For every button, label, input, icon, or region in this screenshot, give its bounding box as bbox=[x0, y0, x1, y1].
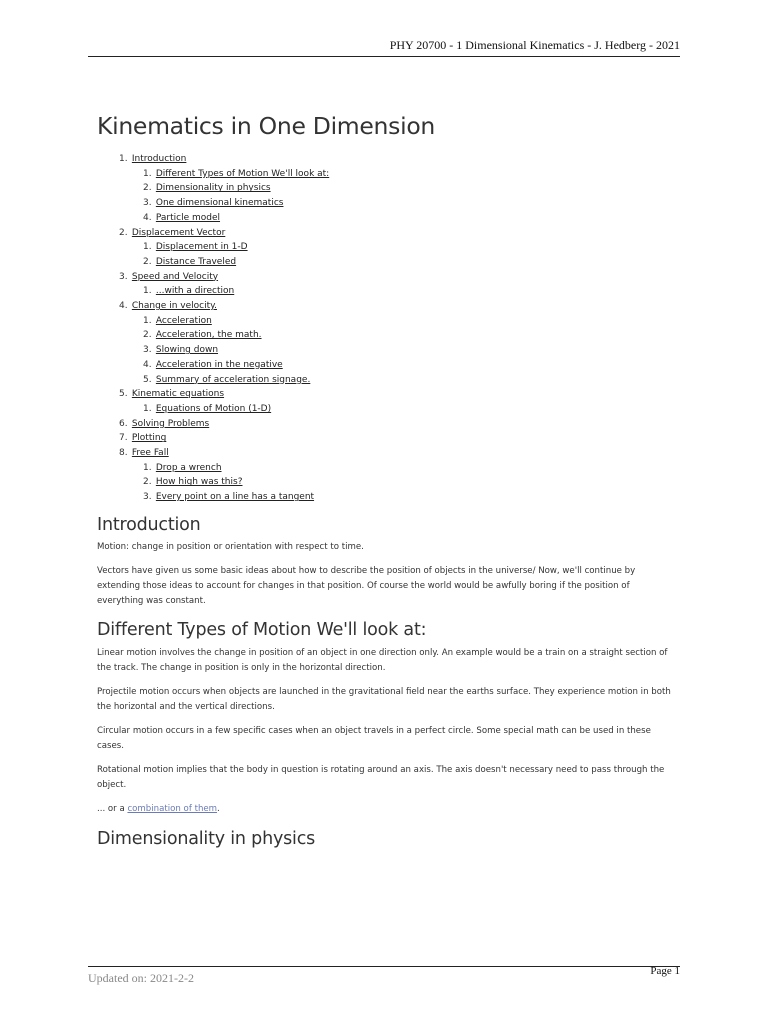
paragraph-circular: Circular motion occurs in a few specific cases when an object travels in a perfect circle. Some special math can be used in these cases. bbox=[97, 725, 651, 751]
paragraph-rotational: Rotational motion implies that the body in question is rotating around an axis. The axis doesn't necessary need to pass through the object. bbox=[97, 764, 665, 790]
combo-suffix: . bbox=[217, 803, 220, 814]
running-title: PHY 20700 - 1 Dimensional Kinematics - J. Hedberg - 2021 bbox=[389, 38, 680, 52]
toc-subitem bbox=[119, 402, 672, 417]
toc-sublist bbox=[119, 314, 672, 388]
toc-number: 2. bbox=[119, 227, 128, 238]
heading-introduction: Introduction bbox=[97, 514, 201, 535]
toc-number: 2. bbox=[143, 256, 152, 267]
toc-sublist bbox=[119, 402, 672, 417]
toc-item bbox=[97, 387, 672, 416]
toc-subitem bbox=[119, 314, 672, 329]
toc-number: 2. bbox=[143, 183, 152, 194]
toc-number: 5. bbox=[143, 374, 152, 385]
page-number: Page 1 bbox=[650, 965, 680, 977]
toc-number: 1. bbox=[143, 315, 152, 326]
paragraph-linear: Linear motion involves the change in position of an object in one direction only. An example would be a train on a straight section of the track. The change in position is only in the horizontal direction. bbox=[97, 647, 668, 673]
section-types-of-motion bbox=[97, 620, 672, 817]
toc-link[interactable]: Different Types of Motion We'll look at: bbox=[155, 168, 330, 179]
toc-item bbox=[97, 226, 672, 270]
heading-dimensionality: Dimensionality in physics bbox=[97, 828, 316, 849]
toc-number: 1. bbox=[143, 168, 152, 179]
section-introduction bbox=[97, 515, 672, 609]
toc-number: 1. bbox=[143, 286, 152, 297]
toc-link[interactable]: How high was this? bbox=[155, 477, 243, 488]
toc-subitem bbox=[119, 343, 672, 358]
section-dimensionality bbox=[97, 829, 672, 849]
toc-subitem bbox=[119, 358, 672, 373]
toc-sublist bbox=[119, 461, 672, 505]
table-of-contents bbox=[97, 152, 672, 505]
document-body bbox=[97, 112, 672, 849]
toc-subitem bbox=[119, 167, 672, 182]
toc-item bbox=[97, 431, 672, 446]
toc-number: 2. bbox=[143, 330, 152, 341]
toc-link[interactable]: Kinematic equations bbox=[131, 389, 225, 400]
toc-number: 5. bbox=[119, 389, 128, 400]
toc-number: 4. bbox=[143, 212, 152, 223]
toc-subitem bbox=[119, 240, 672, 255]
toc-link[interactable]: Change in velocity. bbox=[131, 301, 218, 312]
toc-list bbox=[97, 152, 672, 505]
toc-number: 1. bbox=[143, 403, 152, 414]
combo-prefix: ... or a bbox=[97, 803, 128, 814]
toc-subitem bbox=[119, 475, 672, 490]
toc-link[interactable]: Every point on a line has a tangent bbox=[155, 492, 315, 503]
toc-subitem bbox=[119, 373, 672, 388]
toc-number: 4. bbox=[143, 359, 152, 370]
updated-date: Updated on: 2021-2-2 bbox=[88, 971, 194, 985]
toc-subitem bbox=[119, 461, 672, 476]
paragraph: Vectors have given us some basic ideas about how to describe the position of objects in the universe/ Now, we'll continue by extending those ideas to account for changes in that position. Of course the world would be awfully boring if the position of everything was constant. bbox=[97, 565, 636, 606]
paragraph-combination bbox=[97, 802, 672, 817]
toc-subitem bbox=[119, 181, 672, 196]
toc-link[interactable]: Slowing down bbox=[155, 345, 219, 356]
toc-item bbox=[97, 417, 672, 432]
combination-link[interactable]: combination of them bbox=[127, 803, 218, 814]
toc-number: 8. bbox=[119, 448, 128, 459]
heading-types-of-motion: Different Types of Motion We'll look at: bbox=[97, 619, 427, 640]
toc-subitem bbox=[119, 490, 672, 505]
toc-link[interactable]: Drop a wrench bbox=[155, 462, 222, 473]
toc-number: 6. bbox=[119, 418, 128, 429]
paragraph: Motion: change in position or orientation with respect to time. bbox=[97, 541, 364, 552]
toc-sublist bbox=[119, 240, 672, 269]
toc-number: 3. bbox=[143, 345, 152, 356]
toc-link[interactable]: Solving Problems bbox=[131, 418, 210, 429]
toc-number: 3. bbox=[143, 492, 152, 503]
toc-item bbox=[97, 152, 672, 226]
toc-number: 7. bbox=[119, 433, 128, 444]
toc-link[interactable]: ...with a direction bbox=[155, 286, 235, 297]
toc-subitem bbox=[119, 255, 672, 270]
toc-item bbox=[97, 299, 672, 387]
paragraph-projectile: Projectile motion occurs when objects are launched in the gravitational field near the earths surface. They experience motion in both the horizontal and the vertical directions. bbox=[97, 686, 671, 712]
toc-link[interactable]: Distance Traveled bbox=[155, 256, 237, 267]
toc-link[interactable]: Summary of acceleration signage. bbox=[155, 374, 311, 385]
toc-item bbox=[97, 270, 672, 299]
toc-number: 4. bbox=[119, 301, 128, 312]
toc-link[interactable]: Acceleration bbox=[155, 315, 212, 326]
toc-link[interactable]: Dimensionality in physics bbox=[155, 183, 271, 194]
toc-link[interactable]: Particle model bbox=[155, 212, 221, 223]
toc-number: 1. bbox=[143, 242, 152, 253]
toc-number: 1. bbox=[143, 462, 152, 473]
toc-link[interactable]: Acceleration in the negative bbox=[155, 359, 283, 370]
toc-link[interactable]: Introduction bbox=[131, 154, 187, 164]
toc-subitem bbox=[119, 196, 672, 211]
toc-subitem bbox=[119, 284, 672, 299]
toc-link[interactable]: Free Fall bbox=[131, 448, 169, 459]
running-header bbox=[88, 38, 680, 57]
toc-number: 1. bbox=[119, 154, 128, 164]
toc-link[interactable]: Displacement in 1-D bbox=[155, 242, 248, 253]
toc-number: 3. bbox=[119, 271, 128, 282]
toc-link[interactable]: Displacement Vector bbox=[131, 227, 226, 238]
toc-link[interactable]: Speed and Velocity bbox=[131, 271, 219, 282]
toc-sublist bbox=[119, 167, 672, 226]
toc-number: 3. bbox=[143, 198, 152, 209]
toc-item bbox=[97, 446, 672, 505]
toc-link[interactable]: One dimensional kinematics bbox=[155, 198, 284, 209]
page-footer bbox=[88, 966, 680, 987]
toc-sublist bbox=[119, 284, 672, 299]
page-title: Kinematics in One Dimension bbox=[97, 112, 435, 140]
toc-subitem bbox=[119, 211, 672, 226]
toc-link[interactable]: Acceleration, the math. bbox=[155, 330, 262, 341]
toc-number: 2. bbox=[143, 477, 152, 488]
toc-link[interactable]: Plotting bbox=[131, 433, 167, 444]
toc-link[interactable]: Equations of Motion (1-D) bbox=[155, 403, 272, 414]
toc-subitem bbox=[119, 328, 672, 343]
